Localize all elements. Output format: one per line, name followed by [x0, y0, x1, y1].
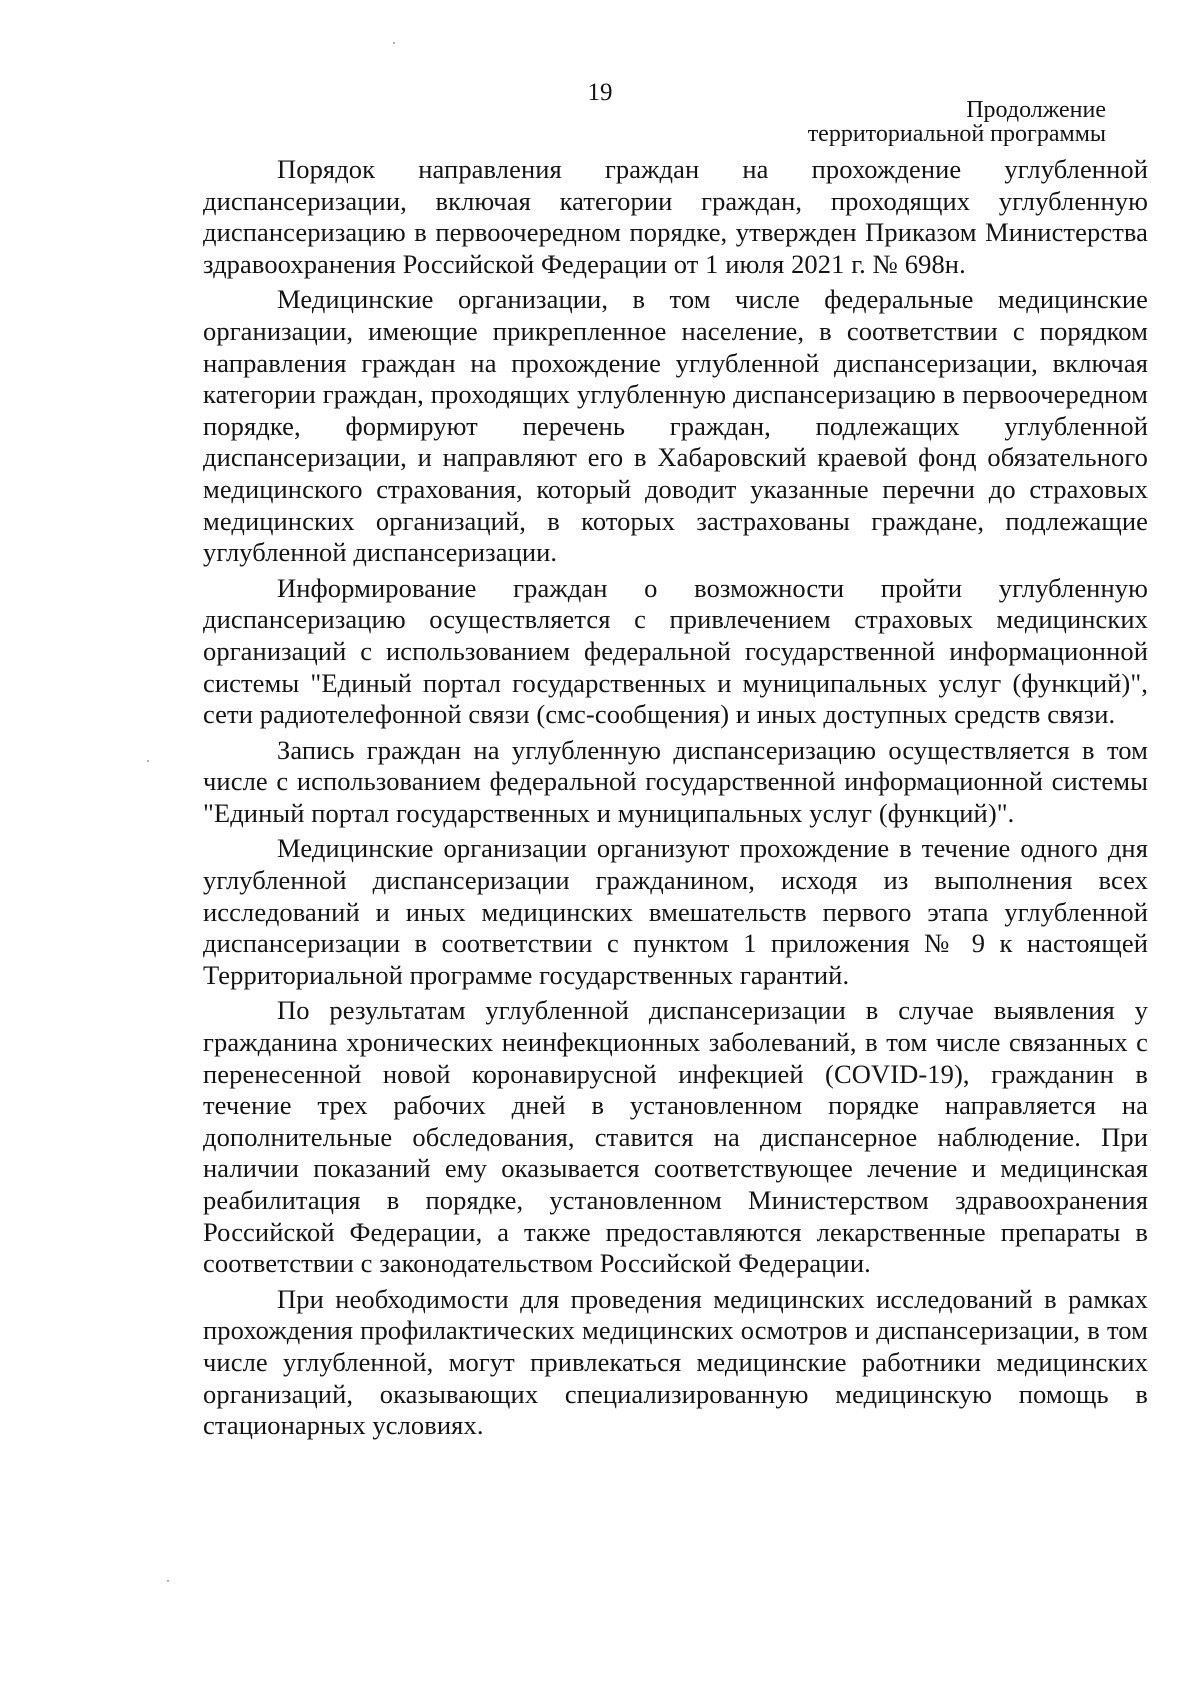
- paragraph-specialist-involvement: При необходимости для проведения медицинских исследований в рамках прохождения профилактических медицинских осмотров и диспансеризации, в том числе углубленной, могут привлекаться медицинские работники медицинских организаций, оказывающих специализированную медицинскую помощь в стационарных условиях.: [203, 1283, 1148, 1441]
- scan-speck: [167, 1580, 169, 1582]
- page-number: 19: [587, 79, 613, 106]
- paragraph-results-follow-up: По результатам углубленной диспансеризации в случае выявления у гражданина хронических неинфекционных заболеваний, в том числе связанных с перенесенной новой коронавирусной инфекцией (COVID-19), гражданин в течение трех рабочих дней в установленном порядке направляется на дополнительные обследования, ставится на диспансерное наблюдение. При наличии показаний ему оказывается соответствующее лечение и медицинская реабилитация в порядке, установленном Министерством здравоохранения Российской Федерации, а также предоставляются лекарственные препараты в соответствии с законодательством Российской Федерации.: [203, 995, 1148, 1279]
- scan-speck: [393, 42, 395, 44]
- continuation-note: [808, 98, 1106, 146]
- paragraph-citizen-informing: Информирование граждан о возможности пройти углубленную диспансеризацию осуществляется с привлечением страховых медицинских организаций с использованием федеральной государственной информационной системы "Единый портал государственных и муниципальных услуг (функций)", сети радиотелефонной связи (смс-сообщения) и иных доступных средств связи.: [203, 572, 1148, 730]
- continuation-line-1: Продолжение: [966, 97, 1106, 123]
- scan-speck: [147, 760, 149, 762]
- document-body: [203, 154, 1148, 1442]
- paragraph-deep-dispensary-order: Порядок направления граждан на прохождение углубленной диспансеризации, включая категории граждан, проходящих углубленную диспансеризацию в первоочередном порядке, утвержден Приказом Министерства здравоохранения Российской Федерации от 1 июля 2021 г. № 698н.: [203, 154, 1148, 279]
- paragraph-medical-organizations-lists: Медицинские организации, в том числе федеральные медицинские организации, имеющие прикрепленное население, в соответствии с порядком направления граждан на прохождение углубленной диспансеризации, включая категории граждан, проходящих углубленную диспансеризацию в первоочередном порядке, формируют перечень граждан, подлежащих углубленной диспансеризации, и направляют его в Хабаровский краевой фонд обязательного медицинского страхования, который доводит указанные перечни до страховых медицинских организаций, в которых застрахованы граждане, подлежащие углубленной диспансеризации.: [203, 284, 1148, 568]
- continuation-line-2: территориальной программы: [807, 121, 1106, 147]
- paragraph-registration: Запись граждан на углубленную диспансеризацию осуществляется в том числе с использованием федеральной государственной информационной системы "Единый портал государственных и муниципальных услуг (функций)".: [203, 734, 1148, 828]
- paragraph-one-day-passage: Медицинские организации организуют прохождение в течение одного дня углубленной диспансеризации гражданином, исходя из выполнения всех исследований и иных медицинских вмешательств первого этапа углубленной диспансеризации в соответствии с пунктом 1 приложения № 9 к настоящей Территориальной программе государственных гарантий.: [203, 833, 1148, 990]
